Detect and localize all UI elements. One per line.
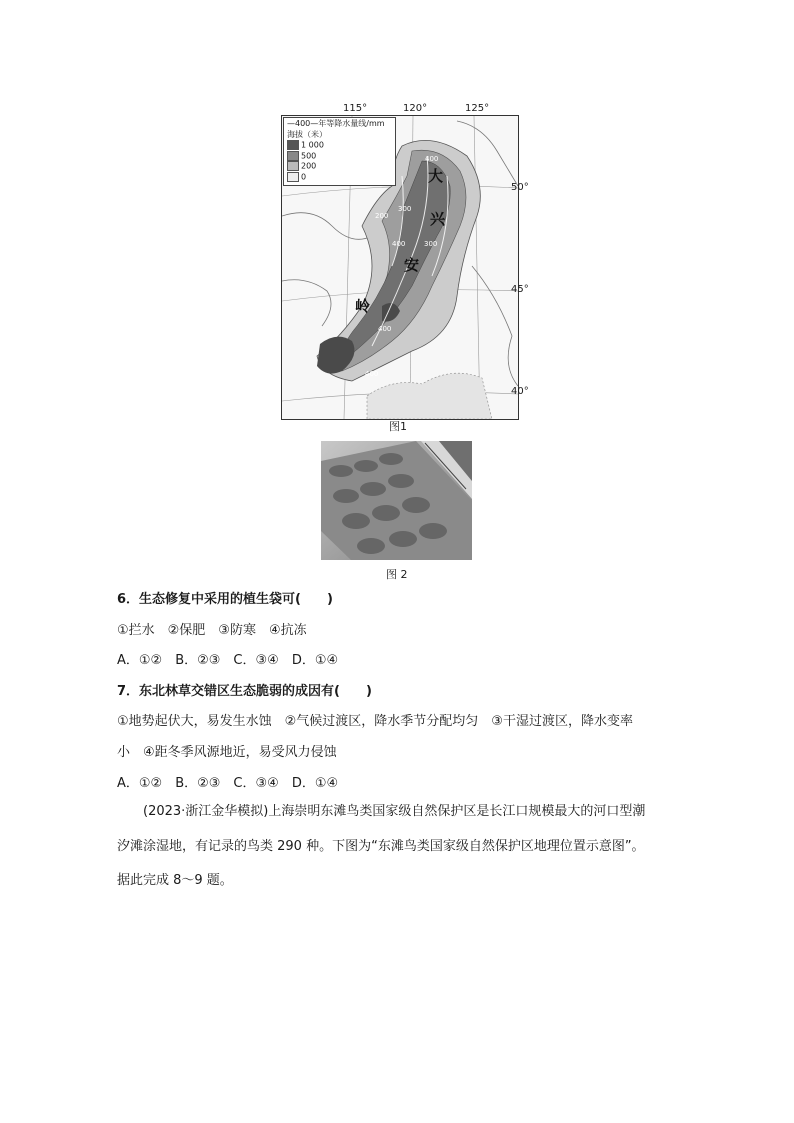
legend-level-500 bbox=[284, 151, 395, 162]
longitude-label-125: 125° bbox=[465, 103, 490, 114]
legend-level-label: 0 bbox=[301, 172, 307, 181]
legend-level-label: 500 bbox=[301, 151, 317, 160]
question-7-options-line1: ①地势起伏大，易发生水蚀 ②气候过渡区，降水季节分配均匀 ③干湿过渡区，降水变率 bbox=[117, 714, 633, 729]
region-char-da: 大 bbox=[428, 167, 444, 185]
isohyet-label: 300 bbox=[398, 205, 412, 213]
legend-swatch bbox=[287, 161, 299, 171]
question-6-title: 6．生态修复中采用的植生袋可( ) bbox=[117, 592, 333, 607]
legend-level-200 bbox=[284, 161, 395, 172]
passage-line1: (2023·浙江金华模拟)上海崇明东滩鸟类国家级自然保护区是长江口规模最大的河口型潮 bbox=[143, 804, 646, 819]
question-6-options: ①拦水 ②保肥 ③防寒 ④抗冻 bbox=[117, 623, 307, 638]
passage-line3: 据此完成 8～9 题。 bbox=[117, 873, 233, 888]
latitude-label-50: 50° bbox=[511, 182, 529, 193]
legend-swatch bbox=[287, 172, 299, 182]
isohyet-label: 400 bbox=[378, 325, 392, 333]
legend-elevation-title: 海拔（米） bbox=[287, 130, 327, 139]
isohyet-label: 400 bbox=[425, 155, 439, 163]
legend-swatch bbox=[287, 140, 299, 150]
latitude-label-40: 40° bbox=[511, 386, 529, 397]
legend-level-label: 1 000 bbox=[301, 140, 324, 150]
region-char-xing: 兴 bbox=[430, 210, 446, 228]
question-7-options-line2: 小 ④距冬季风源地近，易受风力侵蚀 bbox=[117, 745, 337, 760]
question-7-choices: A．①② B．②③ C．③④ D．①④ bbox=[117, 776, 339, 791]
slope-photo-drawing bbox=[321, 441, 472, 560]
passage-line2: 汐滩涂湿地，有记录的鸟类 290 种。下图为“东滩鸟类国家级自然保护区地理位置示意图”。 bbox=[117, 839, 645, 854]
figure2-photo bbox=[321, 441, 472, 560]
isohyet-label: 400 bbox=[392, 240, 406, 248]
figure1-caption: 图1 bbox=[389, 420, 407, 433]
longitude-label-115: 115° bbox=[343, 103, 368, 114]
legend-level-1000 bbox=[284, 140, 395, 151]
question-6-choices: A．①② B．②③ C．③④ D．①④ bbox=[117, 653, 339, 668]
isohyet-label: 300 bbox=[424, 240, 438, 248]
isohyet-label: 400 bbox=[365, 370, 379, 378]
legend-level-0 bbox=[284, 172, 395, 183]
map-legend bbox=[283, 117, 396, 186]
legend-isohyet: —400—年等降水量线/mm bbox=[287, 119, 385, 128]
region-char-ling: 岭 bbox=[355, 297, 371, 315]
legend-level-label: 200 bbox=[301, 161, 317, 171]
region-char-an: 安 bbox=[404, 256, 420, 274]
longitude-label-120: 120° bbox=[403, 103, 428, 114]
figure2-caption: 图 2 bbox=[386, 568, 408, 581]
legend-swatch bbox=[287, 151, 299, 161]
isohyet-label: 200 bbox=[375, 212, 389, 220]
question-7-title: 7．东北林草交错区生态脆弱的成因有( ) bbox=[117, 684, 372, 699]
latitude-label-45: 45° bbox=[511, 284, 529, 295]
